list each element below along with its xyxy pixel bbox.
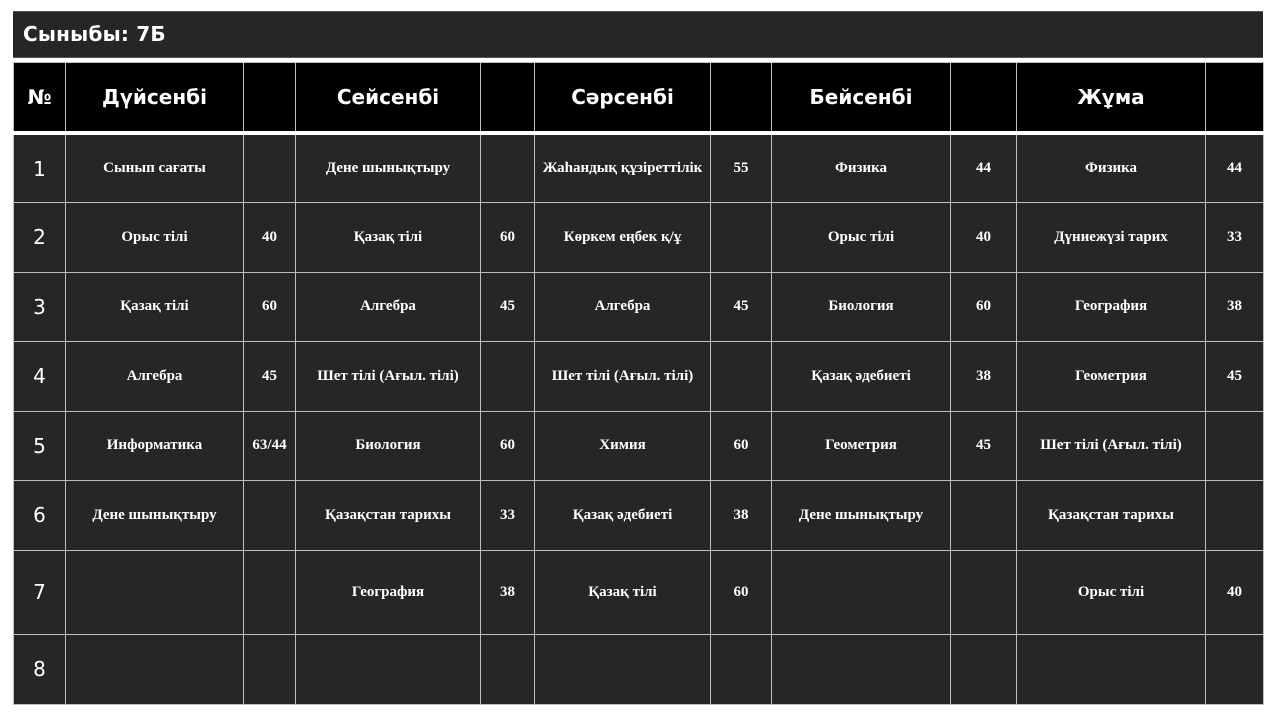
class-title-bar (13, 11, 1263, 58)
tuesday-room: 38 (481, 550, 535, 634)
tuesday-subject: Дене шынықтыру (296, 133, 481, 203)
tuesday-room (481, 342, 535, 412)
header-friday: Жұма (1017, 63, 1206, 134)
thursday-subject: Қазақ әдебиеті (772, 342, 951, 412)
thursday-room (951, 550, 1017, 634)
friday-room (1206, 411, 1264, 481)
thursday-room: 60 (951, 272, 1017, 342)
lesson-number: 1 (14, 133, 66, 203)
lesson-number: 8 (14, 634, 66, 704)
thursday-subject: Орыс тілі (772, 203, 951, 273)
header-tuesday: Сейсенбі (296, 63, 481, 134)
monday-room (244, 133, 296, 203)
lesson-number: 7 (14, 550, 66, 634)
thursday-subject (772, 550, 951, 634)
tuesday-room: 60 (481, 411, 535, 481)
tuesday-subject: Қазақстан тарихы (296, 481, 481, 551)
wednesday-room: 45 (711, 272, 772, 342)
wednesday-room: 55 (711, 133, 772, 203)
wednesday-room (711, 634, 772, 704)
monday-subject: Информатика (66, 411, 244, 481)
friday-subject: Физика (1017, 133, 1206, 203)
lesson-row (14, 481, 1264, 551)
tuesday-subject: География (296, 550, 481, 634)
lesson-row (14, 342, 1264, 412)
lesson-number: 2 (14, 203, 66, 273)
lesson-number: 5 (14, 411, 66, 481)
friday-room: 40 (1206, 550, 1264, 634)
monday-room: 60 (244, 272, 296, 342)
thursday-subject: Биология (772, 272, 951, 342)
wednesday-room: 60 (711, 411, 772, 481)
tuesday-subject: Шет тілі (Ағыл. тілі) (296, 342, 481, 412)
wednesday-subject: Химия (535, 411, 711, 481)
thursday-subject: Дене шынықтыру (772, 481, 951, 551)
wednesday-subject: Қазақ әдебиеті (535, 481, 711, 551)
thursday-subject: Физика (772, 133, 951, 203)
tuesday-subject (296, 634, 481, 704)
monday-subject: Қазақ тілі (66, 272, 244, 342)
lesson-row (14, 133, 1264, 203)
header-monday: Дүйсенбі (66, 63, 244, 134)
thursday-room (951, 481, 1017, 551)
monday-room (244, 634, 296, 704)
header-number: № (14, 63, 66, 134)
header-wednesday: Сәрсенбі (535, 63, 711, 134)
friday-subject: География (1017, 272, 1206, 342)
friday-subject (1017, 634, 1206, 704)
header-monday-room (244, 63, 296, 134)
header-tuesday-room (481, 63, 535, 134)
tuesday-room: 33 (481, 481, 535, 551)
header-thursday-room (951, 63, 1017, 134)
monday-room: 40 (244, 203, 296, 273)
friday-room: 33 (1206, 203, 1264, 273)
wednesday-subject: Алгебра (535, 272, 711, 342)
header-wednesday-room (711, 63, 772, 134)
monday-room: 45 (244, 342, 296, 412)
thursday-room: 44 (951, 133, 1017, 203)
wednesday-subject: Көркем еңбек қ/ұ (535, 203, 711, 273)
friday-room: 45 (1206, 342, 1264, 412)
wednesday-room (711, 203, 772, 273)
wednesday-subject: Қазақ тілі (535, 550, 711, 634)
lesson-number: 4 (14, 342, 66, 412)
wednesday-room: 60 (711, 550, 772, 634)
monday-subject: Алгебра (66, 342, 244, 412)
lesson-row (14, 272, 1264, 342)
lesson-number: 6 (14, 481, 66, 551)
wednesday-subject: Шет тілі (Ағыл. тілі) (535, 342, 711, 412)
header-row (14, 63, 1264, 134)
friday-room: 38 (1206, 272, 1264, 342)
thursday-subject (772, 634, 951, 704)
thursday-room (951, 634, 1017, 704)
tuesday-room: 45 (481, 272, 535, 342)
header-thursday: Бейсенбі (772, 63, 951, 134)
lesson-row (14, 203, 1264, 273)
monday-subject: Дене шынықтыру (66, 481, 244, 551)
wednesday-room (711, 342, 772, 412)
friday-subject: Дүниежүзі тарих (1017, 203, 1206, 273)
lesson-row (14, 550, 1264, 634)
monday-subject (66, 550, 244, 634)
monday-room (244, 550, 296, 634)
tuesday-subject: Биология (296, 411, 481, 481)
tuesday-room (481, 634, 535, 704)
thursday-room: 45 (951, 411, 1017, 481)
friday-subject: Орыс тілі (1017, 550, 1206, 634)
lesson-row (14, 411, 1264, 481)
lesson-number: 3 (14, 272, 66, 342)
thursday-subject: Геометрия (772, 411, 951, 481)
friday-room (1206, 634, 1264, 704)
tuesday-subject: Алгебра (296, 272, 481, 342)
lesson-row (14, 634, 1264, 704)
thursday-room: 38 (951, 342, 1017, 412)
monday-subject: Орыс тілі (66, 203, 244, 273)
monday-room: 63/44 (244, 411, 296, 481)
friday-subject: Геометрия (1017, 342, 1206, 412)
schedule-table (13, 62, 1264, 705)
friday-subject: Шет тілі (Ағыл. тілі) (1017, 411, 1206, 481)
monday-subject: Сынып сағаты (66, 133, 244, 203)
wednesday-room: 38 (711, 481, 772, 551)
wednesday-subject (535, 634, 711, 704)
monday-subject (66, 634, 244, 704)
friday-subject: Қазақстан тарихы (1017, 481, 1206, 551)
friday-room: 44 (1206, 133, 1264, 203)
class-title: Сыныбы: 7Б (23, 22, 166, 46)
tuesday-room: 60 (481, 203, 535, 273)
wednesday-subject: Жаһандық құзіреттілік (535, 133, 711, 203)
header-friday-room (1206, 63, 1264, 134)
friday-room (1206, 481, 1264, 551)
thursday-room: 40 (951, 203, 1017, 273)
tuesday-room (481, 133, 535, 203)
tuesday-subject: Қазақ тілі (296, 203, 481, 273)
monday-room (244, 481, 296, 551)
